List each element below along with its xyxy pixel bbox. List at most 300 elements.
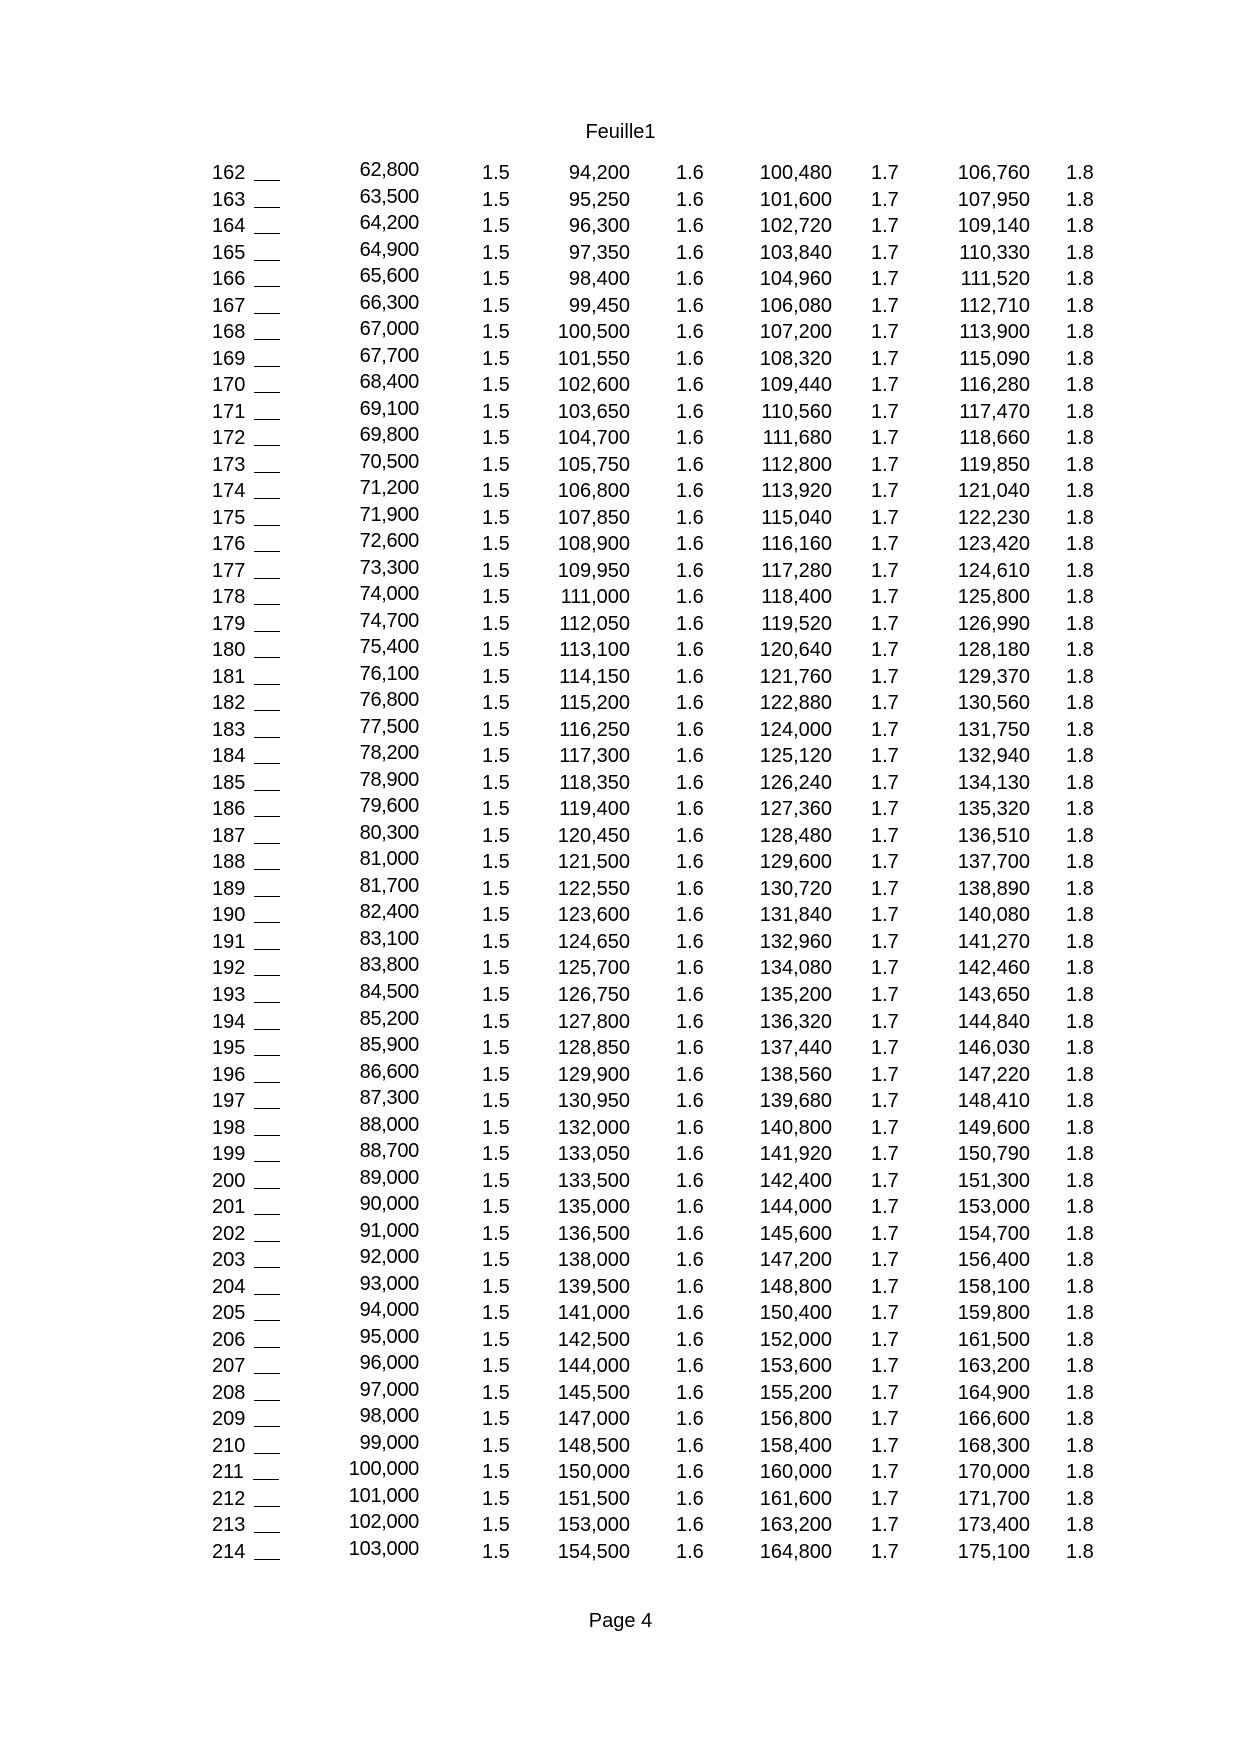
cell-factor-2: 1.6 — [676, 241, 704, 264]
cell-value-4: 142,460 — [957, 957, 1030, 980]
table-row — [0, 1035, 1241, 1062]
cell-factor-4: 1.8 — [1066, 268, 1094, 291]
cell-factor-1: 1.5 — [482, 745, 510, 768]
cell-factor-2: 1.6 — [676, 1169, 704, 1192]
table-row — [0, 266, 1241, 293]
cell-value-4: 149,600 — [957, 1116, 1030, 1139]
cell-factor-4: 1.8 — [1066, 241, 1094, 264]
blank-underline — [254, 611, 280, 632]
cell-factor-4: 1.8 — [1066, 1249, 1094, 1272]
cell-value-4: 138,890 — [957, 877, 1030, 900]
cell-factor-4: 1.8 — [1066, 347, 1094, 370]
table-row — [0, 770, 1241, 797]
cell-value-3: 139,680 — [759, 1090, 832, 1113]
cell-factor-2: 1.6 — [676, 1249, 704, 1272]
cell-factor-4: 1.8 — [1066, 321, 1094, 344]
cell-factor-2: 1.6 — [676, 453, 704, 476]
row-number: 168 — [212, 321, 246, 344]
cell-value-1: 65,600 — [359, 265, 419, 288]
table-row — [0, 1141, 1241, 1168]
cell-factor-3: 1.7 — [871, 1381, 899, 1404]
cell-factor-4: 1.8 — [1066, 692, 1094, 715]
cell-value-1: 89,000 — [359, 1166, 419, 1189]
cell-factor-3: 1.7 — [871, 957, 899, 980]
table-row — [0, 399, 1241, 426]
cell-row-label — [212, 664, 280, 690]
cell-value-2: 144,000 — [557, 1355, 630, 1378]
cell-value-2: 132,000 — [557, 1116, 630, 1139]
cell-value-1: 88,700 — [359, 1140, 419, 1163]
cell-row-label — [212, 1115, 280, 1141]
table-row — [0, 823, 1241, 850]
cell-value-3: 150,400 — [759, 1302, 832, 1325]
cell-row-label — [212, 584, 280, 610]
table-row — [0, 664, 1241, 691]
cell-factor-4: 1.8 — [1066, 1196, 1094, 1219]
cell-row-label — [212, 213, 280, 239]
cell-value-3: 156,800 — [759, 1408, 832, 1431]
row-number: 186 — [212, 798, 246, 821]
cell-factor-4: 1.8 — [1066, 1169, 1094, 1192]
cell-factor-4: 1.8 — [1066, 930, 1094, 953]
cell-row-label — [212, 796, 280, 822]
row-number: 178 — [212, 586, 246, 609]
cell-factor-2: 1.6 — [676, 665, 704, 688]
table-row — [0, 187, 1241, 214]
blank-underline — [254, 1380, 280, 1401]
cell-factor-4: 1.8 — [1066, 1143, 1094, 1166]
cell-value-3: 109,440 — [759, 374, 832, 397]
table-row — [0, 1486, 1241, 1513]
cell-value-1: 102,000 — [348, 1511, 419, 1534]
cell-factor-4: 1.8 — [1066, 798, 1094, 821]
cell-row-label — [212, 1300, 280, 1326]
table-row — [0, 425, 1241, 452]
cell-factor-2: 1.6 — [676, 400, 704, 423]
cell-row-label — [212, 690, 280, 716]
cell-row-label — [212, 160, 280, 186]
cell-value-1: 87,300 — [359, 1087, 419, 1110]
cell-factor-4: 1.8 — [1066, 665, 1094, 688]
blank-underline — [254, 637, 280, 658]
cell-value-4: 170,000 — [957, 1461, 1030, 1484]
cell-factor-1: 1.5 — [482, 877, 510, 900]
cell-value-1: 72,600 — [359, 530, 419, 553]
cell-value-4: 128,180 — [957, 639, 1030, 662]
cell-value-3: 137,440 — [759, 1037, 832, 1060]
cell-value-3: 160,000 — [759, 1461, 832, 1484]
cell-value-1: 83,800 — [359, 954, 419, 977]
row-number: 195 — [212, 1037, 246, 1060]
cell-row-label — [212, 902, 280, 928]
blank-underline — [254, 876, 280, 897]
cell-value-1: 78,900 — [359, 768, 419, 791]
cell-value-1: 67,700 — [359, 344, 419, 367]
cell-value-3: 115,040 — [761, 506, 832, 529]
cell-value-1: 64,200 — [359, 212, 419, 235]
blank-underline — [254, 1088, 280, 1109]
cell-factor-4: 1.8 — [1066, 374, 1094, 397]
cell-value-4: 117,470 — [959, 400, 1030, 423]
cell-factor-2: 1.6 — [676, 1063, 704, 1086]
table-row — [0, 293, 1241, 320]
row-number: 189 — [212, 877, 246, 900]
cell-factor-3: 1.7 — [871, 1328, 899, 1351]
table-row — [0, 982, 1241, 1009]
cell-factor-3: 1.7 — [871, 851, 899, 874]
blank-underline — [254, 319, 280, 340]
blank-underline — [254, 823, 280, 844]
cell-value-1: 96,000 — [359, 1352, 419, 1375]
cell-value-4: 126,990 — [957, 612, 1030, 635]
blank-underline — [254, 982, 280, 1003]
cell-value-2: 121,500 — [557, 851, 630, 874]
cell-factor-1: 1.5 — [482, 983, 510, 1006]
cell-value-4: 150,790 — [957, 1143, 1030, 1166]
cell-factor-2: 1.6 — [676, 957, 704, 980]
cell-value-4: 173,400 — [957, 1514, 1030, 1537]
cell-factor-1: 1.5 — [482, 1514, 510, 1537]
row-number: 190 — [212, 904, 246, 927]
cell-factor-4: 1.8 — [1066, 1514, 1094, 1537]
cell-factor-4: 1.8 — [1066, 1434, 1094, 1457]
cell-factor-1: 1.5 — [482, 1169, 510, 1192]
cell-factor-3: 1.7 — [871, 480, 899, 503]
blank-underline — [254, 1168, 280, 1189]
cell-value-2: 142,500 — [557, 1328, 630, 1351]
row-number: 214 — [212, 1540, 246, 1563]
cell-factor-4: 1.8 — [1066, 1328, 1094, 1351]
cell-factor-1: 1.5 — [482, 1408, 510, 1431]
table-row — [0, 1194, 1241, 1221]
cell-value-3: 132,960 — [759, 930, 832, 953]
cell-factor-3: 1.7 — [871, 639, 899, 662]
table-row — [0, 452, 1241, 479]
cell-factor-4: 1.8 — [1066, 506, 1094, 529]
cell-value-1: 94,000 — [359, 1299, 419, 1322]
cell-value-3: 103,840 — [759, 241, 832, 264]
sheet-title: Feuille1 — [585, 121, 656, 143]
cell-value-3: 122,880 — [759, 692, 832, 715]
cell-value-3: 124,000 — [759, 718, 832, 741]
cell-value-3: 148,800 — [759, 1275, 832, 1298]
cell-value-3: 138,560 — [759, 1063, 832, 1086]
table-row — [0, 1088, 1241, 1115]
cell-value-1: 63,500 — [359, 185, 419, 208]
cell-value-3: 141,920 — [759, 1143, 832, 1166]
cell-factor-1: 1.5 — [482, 294, 510, 317]
cell-factor-4: 1.8 — [1066, 215, 1094, 238]
blank-underline — [254, 478, 280, 499]
table-row — [0, 346, 1241, 373]
cell-value-4: 110,330 — [959, 241, 1030, 264]
cell-value-4: 132,940 — [957, 745, 1030, 768]
table-row — [0, 1353, 1241, 1380]
blank-underline — [254, 1300, 280, 1321]
cell-row-label — [212, 240, 280, 266]
cell-row-label — [212, 266, 280, 292]
cell-row-label — [212, 1194, 280, 1220]
blank-underline — [254, 213, 280, 234]
blank-underline — [254, 372, 280, 393]
cell-row-label — [212, 1274, 280, 1300]
cell-value-4: 119,850 — [959, 453, 1030, 476]
cell-factor-3: 1.7 — [871, 1037, 899, 1060]
row-number: 188 — [212, 851, 246, 874]
cell-row-label — [212, 1459, 279, 1485]
cell-value-1: 95,000 — [359, 1325, 419, 1348]
cell-value-3: 108,320 — [759, 347, 832, 370]
table-row — [0, 1433, 1241, 1460]
cell-factor-2: 1.6 — [676, 1090, 704, 1113]
cell-row-label — [212, 452, 280, 478]
cell-value-3: 131,840 — [759, 904, 832, 927]
cell-factor-1: 1.5 — [482, 639, 510, 662]
cell-factor-2: 1.6 — [676, 533, 704, 556]
cell-value-2: 136,500 — [557, 1222, 630, 1245]
cell-row-label — [212, 187, 280, 213]
cell-value-3: 155,200 — [759, 1381, 832, 1404]
blank-underline — [254, 1433, 280, 1454]
cell-value-2: 114,150 — [559, 665, 630, 688]
cell-row-label — [212, 399, 280, 425]
cell-row-label — [212, 1512, 280, 1538]
blank-underline — [254, 1539, 280, 1560]
cell-factor-2: 1.6 — [676, 294, 704, 317]
blank-underline — [254, 1062, 280, 1083]
cell-factor-1: 1.5 — [482, 427, 510, 450]
blank-underline — [254, 425, 280, 446]
cell-row-label — [212, 1433, 280, 1459]
cell-value-3: 125,120 — [759, 745, 832, 768]
cell-value-4: 148,410 — [957, 1090, 1030, 1113]
cell-value-2: 97,350 — [568, 241, 630, 264]
cell-value-3: 129,600 — [759, 851, 832, 874]
cell-factor-4: 1.8 — [1066, 427, 1094, 450]
cell-row-label — [212, 372, 280, 398]
cell-row-label — [212, 1168, 280, 1194]
cell-factor-1: 1.5 — [482, 1487, 510, 1510]
cell-factor-3: 1.7 — [871, 427, 899, 450]
cell-value-1: 92,000 — [359, 1246, 419, 1269]
cell-value-1: 71,200 — [359, 477, 419, 500]
row-number: 164 — [212, 215, 246, 238]
blank-underline — [254, 796, 280, 817]
cell-value-2: 127,800 — [557, 1010, 630, 1033]
cell-value-2: 105,750 — [557, 453, 630, 476]
cell-value-2: 120,450 — [557, 824, 630, 847]
blank-underline — [254, 1115, 280, 1136]
cell-value-1: 97,000 — [359, 1378, 419, 1401]
cell-value-3: 135,200 — [759, 983, 832, 1006]
cell-value-2: 123,600 — [557, 904, 630, 927]
cell-factor-4: 1.8 — [1066, 1461, 1094, 1484]
cell-value-1: 98,000 — [359, 1405, 419, 1428]
cell-factor-4: 1.8 — [1066, 1487, 1094, 1510]
cell-factor-1: 1.5 — [482, 957, 510, 980]
cell-value-2: 94,200 — [568, 162, 630, 184]
cell-factor-2: 1.6 — [676, 321, 704, 344]
row-number: 175 — [212, 506, 246, 529]
cell-value-1: 78,200 — [359, 742, 419, 765]
blank-underline — [254, 955, 280, 976]
cell-factor-3: 1.7 — [871, 347, 899, 370]
cell-row-label — [212, 823, 280, 849]
cell-value-1: 90,000 — [359, 1193, 419, 1216]
cell-value-1: 76,100 — [359, 662, 419, 685]
cell-factor-2: 1.6 — [676, 1302, 704, 1325]
cell-value-2: 116,250 — [559, 718, 630, 741]
cell-factor-4: 1.8 — [1066, 1222, 1094, 1245]
table-row — [0, 1274, 1241, 1301]
cell-factor-4: 1.8 — [1066, 745, 1094, 768]
table-row — [0, 1327, 1241, 1354]
cell-factor-3: 1.7 — [871, 904, 899, 927]
cell-factor-1: 1.5 — [482, 1302, 510, 1325]
row-number: 212 — [212, 1487, 246, 1510]
cell-factor-2: 1.6 — [676, 1381, 704, 1404]
cell-value-1: 67,000 — [359, 318, 419, 341]
cell-value-1: 99,000 — [359, 1431, 419, 1454]
cell-factor-4: 1.8 — [1066, 639, 1094, 662]
cell-factor-3: 1.7 — [871, 1196, 899, 1219]
cell-factor-3: 1.7 — [871, 374, 899, 397]
table-row — [0, 531, 1241, 558]
cell-row-label — [212, 1062, 280, 1088]
row-number: 162 — [212, 162, 246, 184]
cell-value-2: 130,950 — [557, 1090, 630, 1113]
cell-value-1: 80,300 — [359, 821, 419, 844]
cell-value-3: 121,760 — [759, 665, 832, 688]
cell-value-1: 103,000 — [348, 1537, 419, 1560]
cell-factor-4: 1.8 — [1066, 586, 1094, 609]
blank-underline — [254, 558, 280, 579]
cell-factor-1: 1.5 — [482, 1328, 510, 1351]
cell-factor-1: 1.5 — [482, 1434, 510, 1457]
cell-value-3: 140,800 — [759, 1116, 832, 1139]
cell-factor-3: 1.7 — [871, 188, 899, 211]
cell-factor-3: 1.7 — [871, 1434, 899, 1457]
cell-value-4: 118,660 — [959, 427, 1030, 450]
cell-factor-2: 1.6 — [676, 1328, 704, 1351]
blank-underline — [254, 160, 280, 181]
blank-underline — [254, 1512, 280, 1533]
cell-value-1: 81,000 — [359, 848, 419, 871]
table-row — [0, 1300, 1241, 1327]
blank-underline — [254, 1327, 280, 1348]
cell-factor-1: 1.5 — [482, 612, 510, 635]
cell-value-2: 138,000 — [557, 1249, 630, 1272]
cell-factor-1: 1.5 — [482, 665, 510, 688]
cell-value-3: 142,400 — [759, 1169, 832, 1192]
cell-factor-4: 1.8 — [1066, 771, 1094, 794]
cell-factor-2: 1.6 — [676, 347, 704, 370]
cell-value-2: 96,300 — [568, 215, 630, 238]
cell-factor-1: 1.5 — [482, 1355, 510, 1378]
cell-factor-3: 1.7 — [871, 1143, 899, 1166]
cell-factor-1: 1.5 — [482, 1275, 510, 1298]
cell-factor-1: 1.5 — [482, 1196, 510, 1219]
row-number: 202 — [212, 1222, 246, 1245]
cell-factor-2: 1.6 — [676, 506, 704, 529]
cell-value-4: 166,600 — [957, 1408, 1030, 1431]
row-number: 173 — [212, 453, 246, 476]
cell-factor-2: 1.6 — [676, 427, 704, 450]
cell-row-label — [212, 1035, 280, 1061]
row-number: 205 — [212, 1302, 246, 1325]
cell-value-1: 69,800 — [359, 424, 419, 447]
cell-factor-1: 1.5 — [482, 1381, 510, 1404]
cell-factor-4: 1.8 — [1066, 294, 1094, 317]
cell-row-label — [212, 505, 280, 531]
cell-factor-4: 1.8 — [1066, 983, 1094, 1006]
cell-value-3: 126,240 — [759, 771, 832, 794]
cell-value-4: 143,650 — [957, 983, 1030, 1006]
row-number: 196 — [212, 1063, 246, 1086]
table-row — [0, 319, 1241, 346]
cell-value-2: 124,650 — [557, 930, 630, 953]
table-row — [0, 1168, 1241, 1195]
cell-value-4: 154,700 — [957, 1222, 1030, 1245]
blank-underline — [254, 1221, 280, 1242]
cell-factor-3: 1.7 — [871, 877, 899, 900]
cell-value-2: 112,050 — [559, 612, 630, 635]
cell-value-1: 77,500 — [359, 715, 419, 738]
cell-value-4: 137,700 — [957, 851, 1030, 874]
cell-value-1: 85,900 — [359, 1034, 419, 1057]
row-number: 183 — [212, 718, 246, 741]
cell-factor-3: 1.7 — [871, 1169, 899, 1192]
cell-factor-4: 1.8 — [1066, 824, 1094, 847]
row-number: 198 — [212, 1116, 246, 1139]
cell-factor-2: 1.6 — [676, 798, 704, 821]
cell-factor-3: 1.7 — [871, 798, 899, 821]
cell-row-label — [212, 319, 280, 345]
cell-value-3: 106,080 — [759, 294, 832, 317]
cell-factor-1: 1.5 — [482, 851, 510, 874]
cell-value-3: 161,600 — [759, 1487, 832, 1510]
cell-factor-1: 1.5 — [482, 453, 510, 476]
cell-value-4: 147,220 — [957, 1063, 1030, 1086]
blank-underline — [254, 664, 280, 685]
row-number: 193 — [212, 983, 246, 1006]
blank-underline — [254, 1406, 280, 1427]
row-number: 166 — [212, 268, 246, 291]
cell-factor-1: 1.5 — [482, 215, 510, 238]
cell-factor-3: 1.7 — [871, 506, 899, 529]
blank-underline — [254, 902, 280, 923]
cell-factor-2: 1.6 — [676, 1487, 704, 1510]
cell-factor-1: 1.5 — [482, 1116, 510, 1139]
cell-factor-1: 1.5 — [482, 1540, 510, 1563]
cell-row-label — [212, 1406, 280, 1432]
blank-underline — [254, 293, 280, 314]
row-number: 187 — [212, 824, 246, 847]
table-row — [0, 955, 1241, 982]
cell-value-1: 82,400 — [359, 901, 419, 924]
cell-factor-2: 1.6 — [676, 692, 704, 715]
cell-factor-2: 1.6 — [676, 188, 704, 211]
cell-factor-1: 1.5 — [482, 586, 510, 609]
cell-factor-4: 1.8 — [1066, 1037, 1094, 1060]
row-number: 207 — [212, 1355, 246, 1378]
cell-value-4: 109,140 — [957, 215, 1030, 238]
cell-value-3: 101,600 — [759, 188, 832, 211]
cell-value-2: 150,000 — [557, 1461, 630, 1484]
cell-value-1: 100,000 — [348, 1458, 419, 1481]
table-row — [0, 1459, 1241, 1486]
cell-factor-2: 1.6 — [676, 374, 704, 397]
